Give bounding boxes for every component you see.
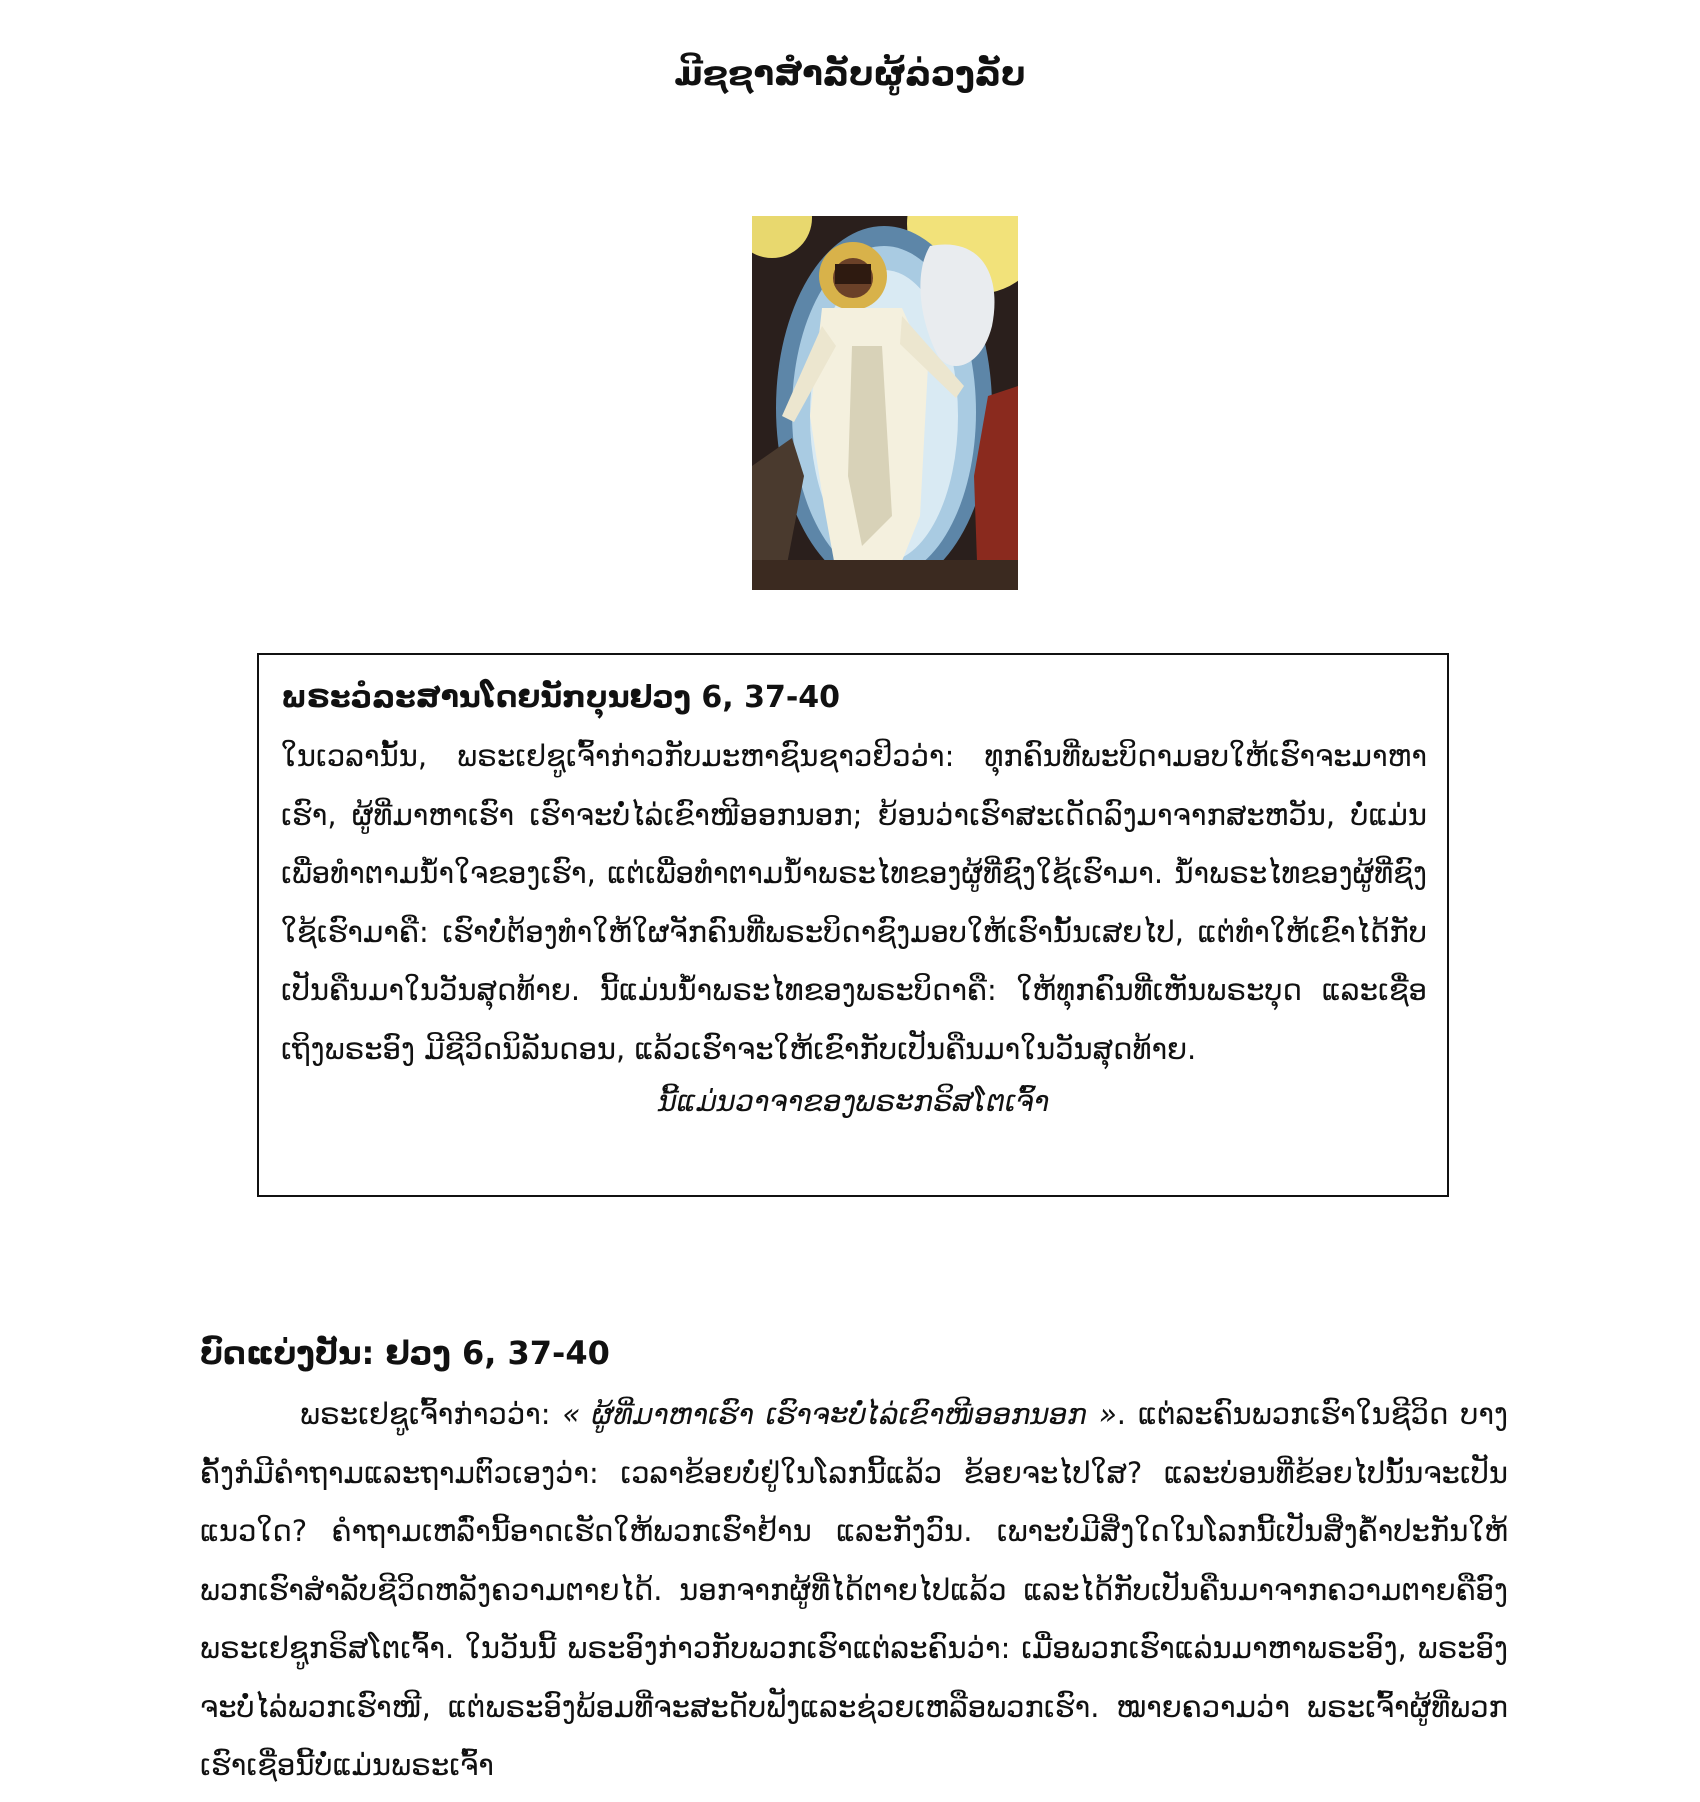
gospel-reading-box	[257, 653, 1449, 1197]
reflection-body	[200, 1385, 1508, 1795]
reflection-intro: ພຣະເຢຊູເຈົ້າກ່າວວ່າ:	[300, 1397, 563, 1431]
gospel-heading: ພຣະວໍລະສານໂດຍນັກບຸນຢວງ 6, 37-40	[281, 680, 841, 715]
gospel-closing: ນີ້ແມ່ນວາຈາຂອງພຣະກຣິສໂຕເຈົ້າ	[658, 1084, 1050, 1118]
ground	[752, 560, 1018, 590]
resurrection-icon-image	[752, 216, 1018, 590]
gospel-text: ໃນເວລານັ້ນ, ພຣະເຢຊູເຈົ້າກ່າວກັບມະຫາຊົນຊາວຢິວວ່າ: ທຸກຄົນທີ່ພະບິດາມອບໃຫ້ເຮົາຈະມາຫາເຮົາ, ຜູ້ທີ່ມາຫາເຮົາ ເຮົາຈະບໍ່ໄລ່ເຂົາໜີອອກນອກ; ຍ້ອນວ່າເຮົາສະເດັດລົງມາຈາກສະຫວັນ, ບໍ່ແມ່ນເພື່ອທຳຕາມນ້ຳໃຈຂອງເຮົາ, ແຕ່ເພື່ອທຳຕາມນ້ຳພຣະໄທຂອງຜູ້ທີ່ຊົງໃຊ້ເຮົາມາ. ນ້ຳພຣະໄທຂອງຜູ້ທີ່ຊົງໃຊ້ເຮົາມາຄື: ເຮົາບໍ່ຕ້ອງທຳໃຫ້ໃຜຈັກຄົນທີ່ພຣະບິດາຊົງມອບໃຫ້ເຮົານັ້ນເສຍໄປ, ແຕ່ທຳໃຫ້ເຂົາໄດ້ກັບເປັນຄືນມາໃນວັນສຸດທ້າຍ. ນີ້ແມ່ນນ້ຳພຣະໄທຂອງພຣະບິດາຄື: ໃຫ້ທຸກຄົນທີ່ເຫັນພຣະບຸດ ແລະເຊື່ອເຖິງພຣະອົງ ມີຊີວິດນິລັນດອນ, ແລ້ວເຮົາຈະໃຫ້ເຂົາກັບເປັນຄືນມາໃນວັນສຸດທ້າຍ.	[281, 739, 1427, 1066]
hair	[835, 264, 871, 284]
reflection-text: . ແຕ່ລະຄົນພວກເຮົາໃນຊີວິດ ບາງຄັ້ງກໍມີຄຳຖາມແລະຖາມຕົວເອງວ່າ: ເວລາຂ້ອຍບໍ່ຢູ່ໃນໂລກນີ້ແລ້ວ ຂ້ອຍຈະໄປໃສ? ແລະບ່ອນທີ່ຂ້ອຍໄປນັ້ນຈະເປັນແນວໃດ? ຄຳຖາມເຫລົ່ານີ້ອາດເຮັດໃຫ້ພວກເຮົາຢ້ານ ແລະກັງວົນ. ເພາະບໍ່ມີສິ່ງໃດໃນໂລກນີ້ເປັນສິ່ງຄ້ຳປະກັນໃຫ້ພວກເຮົາສຳລັບຊີວິດຫລັງຄວາມຕາຍໄດ້. ນອກຈາກຜູ້ທີ່ໄດ້ຕາຍໄປແລ້ວ ແລະໄດ້ກັບເປັນຄືນມາຈາກຄວາມຕາຍຄືອົງພຣະເຢຊູກຣິສໂຕເຈົ້າ. ໃນວັນນີ້ ພຣະອົງກ່າວກັບພວກເຮົາແຕ່ລະຄົນວ່າ: ເມື່ອພວກເຮົາແລ່ນມາຫາພຣະອົງ, ພຣະອົງຈະບໍ່ໄລ່ພວກເຮົາໜີ, ແຕ່ພຣະອົງພ້ອມທີ່ຈະສະດັບຟັງແລະຊ່ວຍເຫລືອພວກເຮົາ. ໝາຍຄວາມວ່າ ພຣະເຈົ້າຜູ້ທີ່ພວກເຮົາເຊື່ອນີ້ບໍ່ແມ່ນພຣະເຈົ້າ	[200, 1397, 1508, 1782]
reflection-quote: « ຜູ້ທີ່ມາຫາເຮົາ ເຮົາຈະບໍ່ໄລ່ເຂົາໜີອອກນອກ »	[562, 1397, 1117, 1431]
page-title: ມີຊຊາສຳລັບຜູ້ລ່ວງລັບ	[674, 54, 1026, 94]
reflection-heading: ບົດແບ່ງປັນ: ຢວງ 6, 37-40	[200, 1334, 610, 1372]
resurrection-icon	[752, 216, 1018, 590]
